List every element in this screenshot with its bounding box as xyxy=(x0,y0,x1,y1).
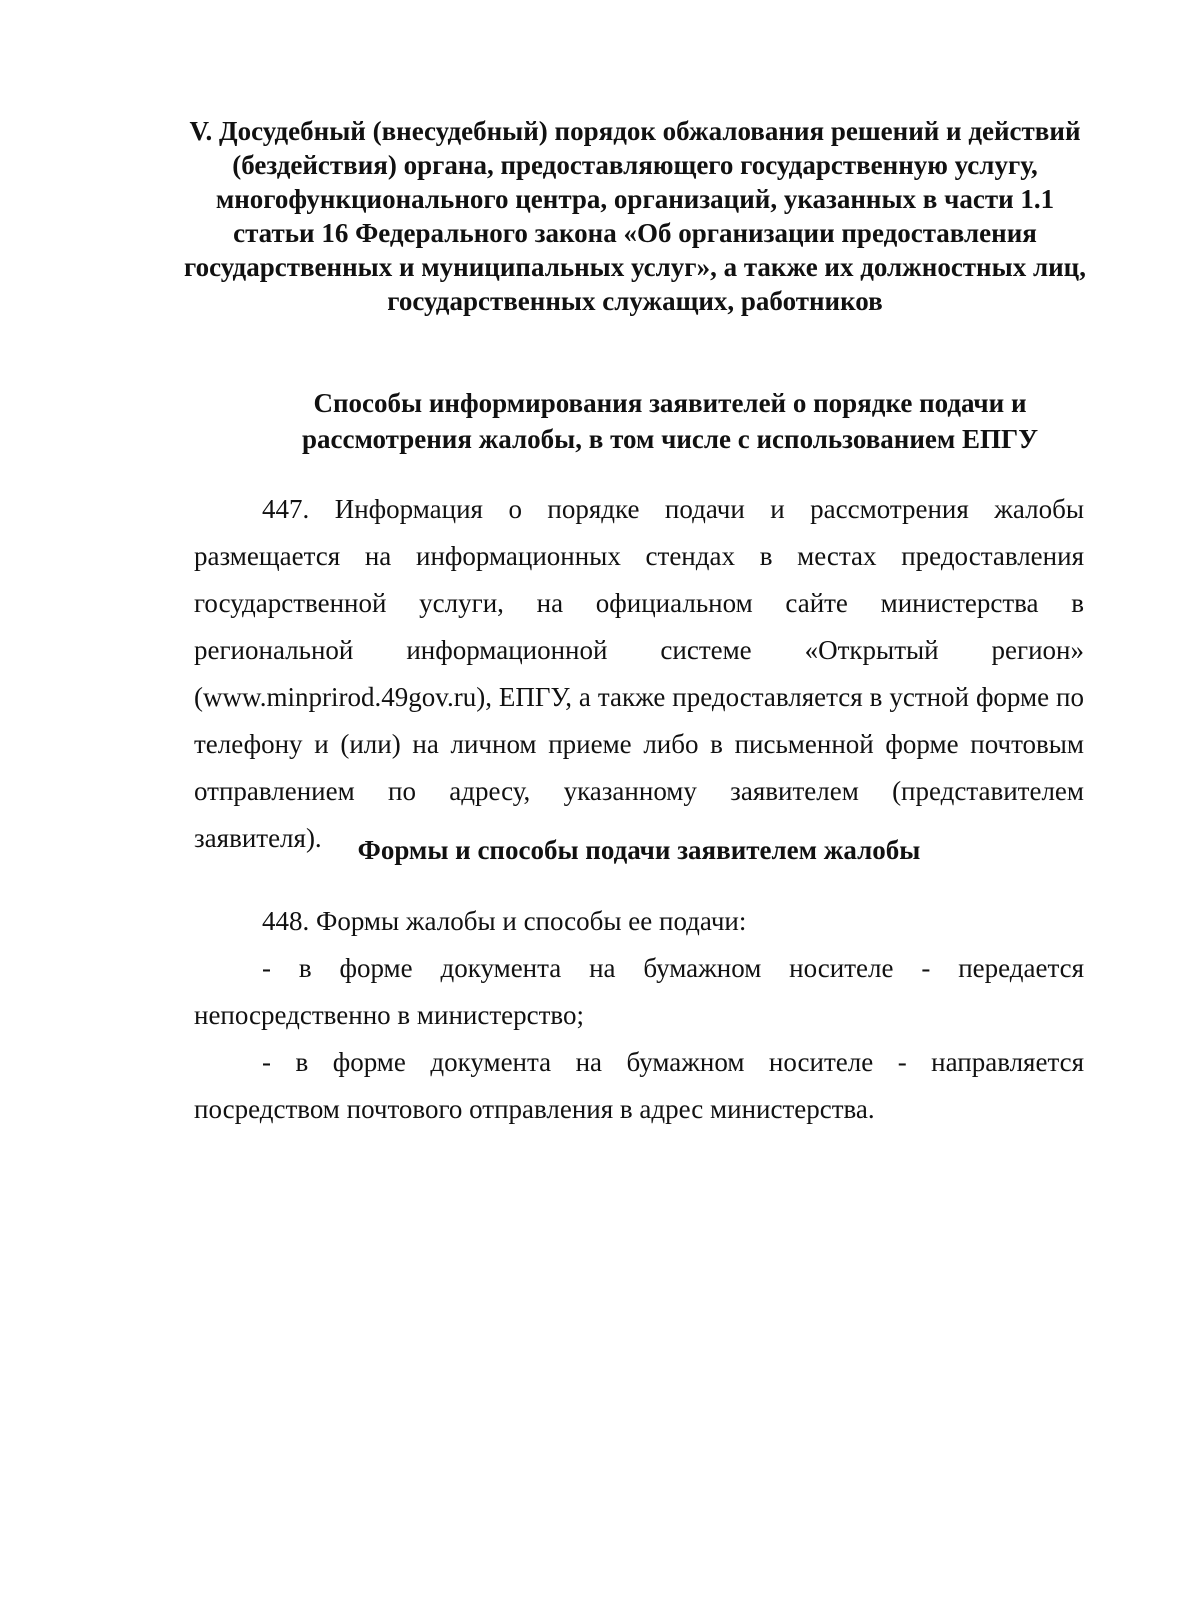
list-item-paper-direct: - в форме документа на бумажном носителе - передается непосредственно в министерство; xyxy=(194,953,1084,1030)
subsection-title-complaint-forms: Формы и способы подачи заявителем жалобы xyxy=(357,835,921,865)
paragraph-447: 447. Информация о порядке подачи и рассмотрения жалобы размещается на информационных стендах в местах предоставления государственной услуги, на официальном сайте министерства в региональной информационной системе «Открытый регион» (www.minprirod.49gov.ru), ЕПГУ, а также предоставляется в устной форме по телефону и (или) на личном приеме либо в письменной форме почтовым отправлением по адресу, указанному заявителем (представителем заявителя). xyxy=(194,494,1084,853)
list-item-paper-post: - в форме документа на бумажном носителе - направляется посредством почтового отправления в адрес министерства. xyxy=(194,1047,1084,1124)
section-title: V. Досудебный (внесудебный) порядок обжалования решений и действий (бездействия) органа, предоставляющего государственную услугу, многофункционального центра, организаций, указанных в части 1.1 статьи 16 Федерального закона «Об организации предоставления государственных и муниципальных услуг», а также их должностных лиц, государственных служащих, работников xyxy=(184,116,1086,316)
subsection-title-informing: Способы информирования заявителей о порядке подачи и рассмотрения жалобы, в том числе с использованием ЕПГУ xyxy=(301,388,1039,454)
paragraph-448: 448. Формы жалобы и способы ее подачи: xyxy=(262,906,747,936)
